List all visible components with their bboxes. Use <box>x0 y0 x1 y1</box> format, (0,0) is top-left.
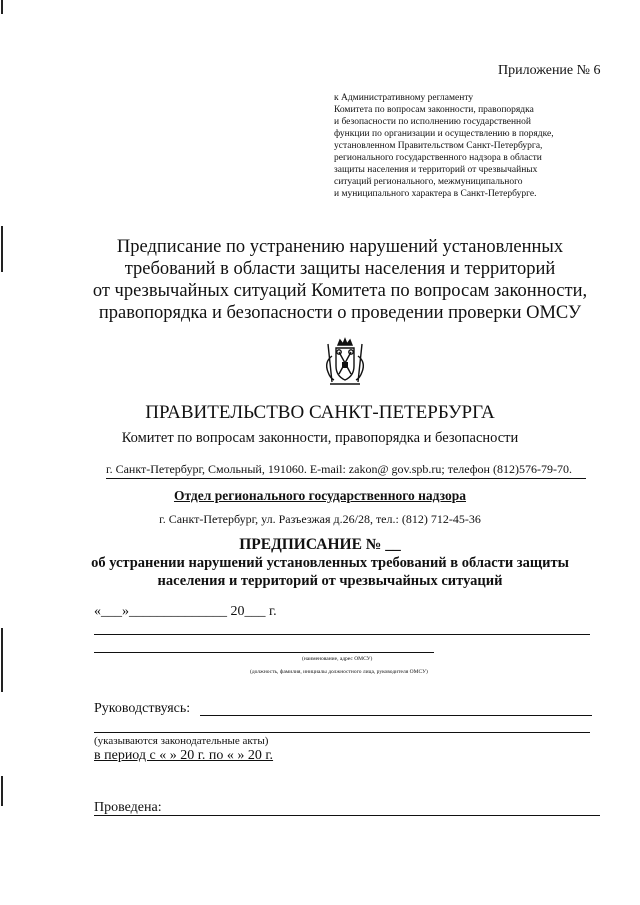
scan-mark <box>1 628 3 692</box>
regulation-line: защиты населения и территорий от чрезвычайных <box>334 165 538 175</box>
department-address: г. Санкт-Петербург, ул. Разъезжая д.26/28, тел.: (812) 712-45-36 <box>159 512 481 526</box>
official-caption: (должность, фамилия, инициалы должностного лица, руководителя ОМСУ) <box>250 669 428 675</box>
committee-name: Комитет по вопросам законности, правопорядка и безопасности <box>121 430 519 446</box>
scan-mark <box>1 226 3 272</box>
regulation-line: и безопасности по исполнению государственной <box>334 117 531 127</box>
coat-of-arms-icon <box>318 336 372 390</box>
date-field[interactable]: «___»______________ 20___ г. <box>94 604 277 619</box>
committee-address: г. Санкт-Петербург, Смольный, 191060. E-mail: zakon@ gov.spb.ru; телефон (812)576-79-70. <box>106 462 572 476</box>
guided-line[interactable] <box>200 715 592 716</box>
title-line: требований в области защиты населения и территорий <box>124 259 556 279</box>
regulation-reference <box>334 92 554 200</box>
title-line: от чрезвычайных ситуаций Комитета по вопросам законности, <box>92 281 588 301</box>
scan-mark <box>1 776 3 806</box>
department-name: Отдел регионального государственного надзора <box>173 488 467 503</box>
guided-label: Руководствуясь: <box>94 701 191 716</box>
scan-mark <box>1 0 3 14</box>
conducted-line[interactable] <box>94 815 600 816</box>
government-name: ПРАВИТЕЛЬСТВО САНКТ-ПЕТЕРБУРГА <box>145 402 495 423</box>
period-field[interactable]: в период с « » 20 г. по « » 20 г. <box>94 748 274 763</box>
acts-caption: (указываются законодательные акты) <box>94 735 269 747</box>
regulation-line: функции по организации и осуществлению в порядке, <box>334 129 554 139</box>
order-title: ПРЕДПИСАНИЕ № __ <box>239 536 401 553</box>
omsu-address-line[interactable] <box>94 652 434 653</box>
regulation-line: Комитета по вопросам законности, правопорядка <box>334 105 534 115</box>
guided-line-2[interactable] <box>94 732 590 733</box>
conducted-label: Проведена: <box>94 800 162 815</box>
regulation-line: регионального государственного надзора в области <box>334 153 542 163</box>
regulation-line: установленном Правительством Санкт-Петербурга, <box>334 141 543 151</box>
regulation-line: ситуаций регионального, межмуниципального <box>334 177 523 187</box>
omsu-name-line[interactable] <box>94 634 590 635</box>
letterhead-rule <box>106 478 586 479</box>
title-line: правопорядка и безопасности о проведении проверки ОМСУ <box>98 303 582 323</box>
document-title <box>60 236 620 324</box>
regulation-line: к Административному регламенту <box>334 93 474 103</box>
appendix-label: Приложение № 6 <box>498 63 601 78</box>
order-subtitle <box>60 554 600 590</box>
subtitle-line: населения и территорий от чрезвычайных ситуаций <box>157 573 503 589</box>
subtitle-line: об устранении нарушений установленных требований в области защиты <box>91 555 569 571</box>
regulation-line: и муниципального характера в Санкт-Петербурге. <box>334 189 537 199</box>
omsu-caption: (наименование, адрес ОМСУ) <box>302 656 373 662</box>
title-line: Предписание по устранению нарушений установленных <box>116 237 564 257</box>
